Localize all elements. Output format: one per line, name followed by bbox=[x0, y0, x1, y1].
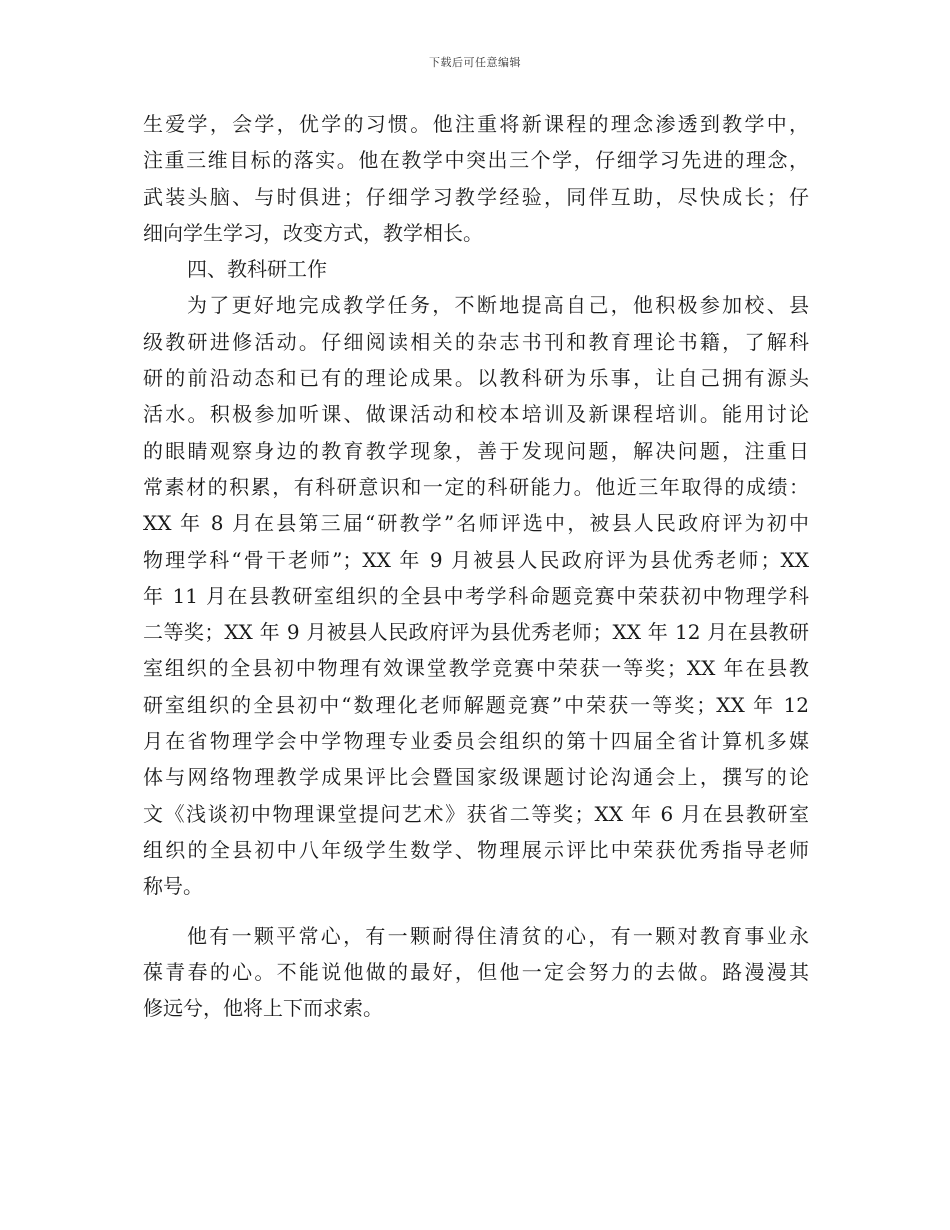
text-line: 生爱学，会学，优学的习惯。他注重将新课程的理念渗透到教学中， bbox=[143, 112, 809, 136]
text-line: 细向学生学习，改变方式，教学相长。 bbox=[143, 220, 483, 245]
paragraph-2 bbox=[143, 287, 809, 904]
paragraph-1 bbox=[143, 106, 809, 251]
text-line: XX 年 8 月在县第三届“研教学”名师评选中，被县人民政府评为初中 bbox=[143, 511, 809, 536]
text-line: 室组织的全县初中物理有效课堂教学竞赛中荣获一等奖；XX 年在县教 bbox=[143, 656, 809, 681]
text-line: 注重三维目标的落实。他在教学中突出三个学，仔细学习先进的理念， bbox=[143, 148, 809, 173]
text-line: 常素材的积累，有科研意识和一定的科研能力。他近三年取得的成绩： bbox=[143, 474, 809, 499]
text-line: 级教研进修活动。仔细阅读相关的杂志书刊和教育理论书籍，了解科 bbox=[143, 329, 809, 354]
text-line: 的眼睛观察身边的教育教学现象，善于发现问题，解决问题，注重日 bbox=[143, 438, 809, 463]
text-line: 体与网络物理教学成果评比会暨国家级课题讨论沟通会上，撰写的论 bbox=[143, 765, 809, 790]
text-line: 年 11 月在县教研室组织的全县中考学科命题竞赛中荣获初中物理学科 bbox=[143, 583, 809, 608]
text-line: 武装头脑、与时俱进；仔细学习教学经验，同伴互助，尽快成长；仔 bbox=[143, 184, 809, 209]
text-line: 物理学科“骨干老师”；XX 年 9 月被县人民政府评为县优秀老师；XX bbox=[143, 547, 809, 572]
paragraph-3 bbox=[143, 918, 809, 1027]
text-line: 研室组织的全县初中“数理化老师解题竞赛”中荣获一等奖；XX 年 12 bbox=[143, 692, 809, 717]
page-header: 下载后可任意编辑 bbox=[429, 56, 521, 69]
text-line: 他有一颗平常心，有一颗耐得住清贫的心，有一颗对教育事业永 bbox=[187, 923, 809, 948]
text-line: 为了更好地完成教学任务，不断地提高自己，他积极参加校、县 bbox=[187, 293, 809, 318]
text-line: 葆青春的心。不能说他做的最好，但他一定会努力的去做。路漫漫其 bbox=[143, 959, 809, 984]
text-line: 二等奖；XX 年 9 月被县人民政府评为县优秀老师；XX 年 12 月在县教研 bbox=[143, 620, 809, 645]
text-line: 活水。积极参加听课、做课活动和校本培训及新课程培训。能用讨论 bbox=[143, 402, 809, 427]
text-line: 组织的全县初中八年级学生数学、物理展示评比中荣获优秀指导老师 bbox=[143, 837, 809, 862]
text-line: 月在省物理学会中学物理专业委员会组织的第十四届全省计算机多媒 bbox=[143, 729, 809, 754]
text-line: 文《浅谈初中物理课堂提问艺术》获省二等奖；XX 年 6 月在县教研室 bbox=[143, 801, 809, 826]
text-line: 称号。 bbox=[143, 874, 203, 899]
text-line: 修远兮，他将上下而求索。 bbox=[143, 996, 383, 1021]
document-body bbox=[143, 106, 809, 1026]
text-line: 研的前沿动态和已有的理论成果。以教科研为乐事，让自己拥有源头 bbox=[143, 366, 809, 391]
section-heading: 四、教科研工作 bbox=[187, 257, 327, 282]
paragraph-spacer bbox=[143, 905, 809, 918]
